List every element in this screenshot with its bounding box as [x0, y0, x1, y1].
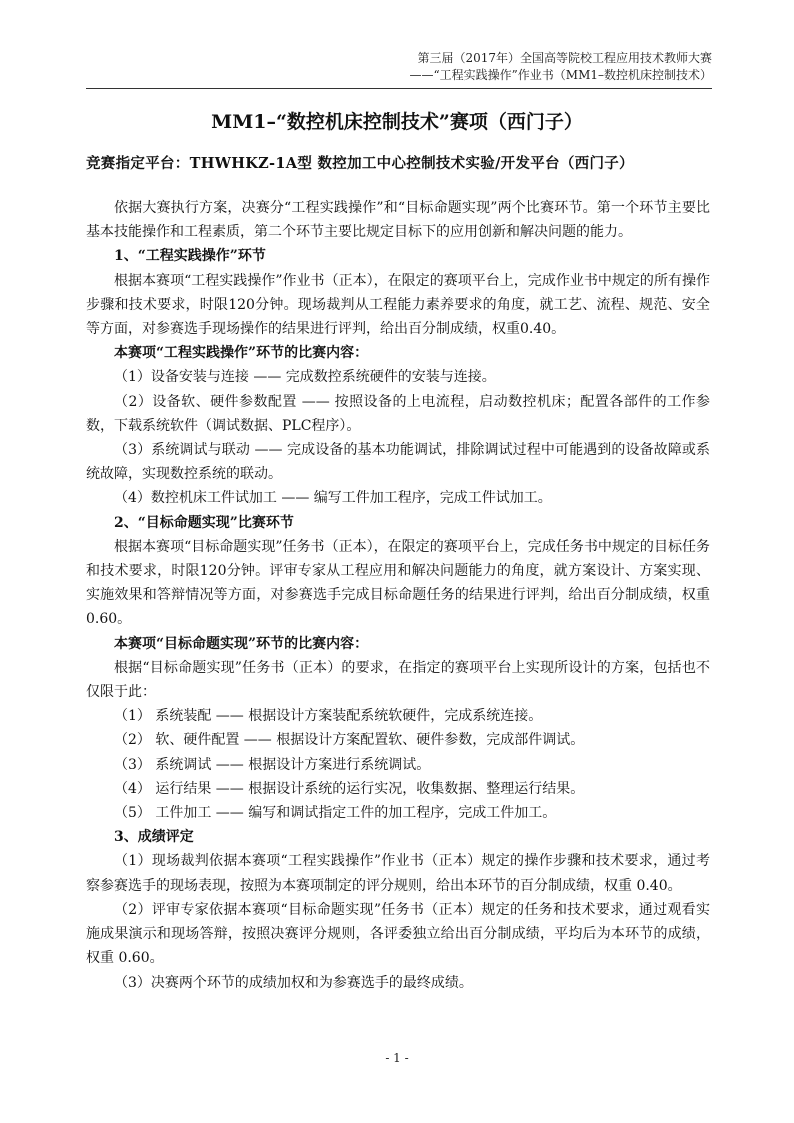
list-item: （3）系统调试与联动 —— 完成设备的基本功能调试，排除调试过程中可能遇到的设备故障或系统故障，实现数控系统的联动。 — [86, 442, 710, 483]
section-3-heading: 3、成绩评定 — [114, 829, 194, 846]
list-item: （1）现场裁判依据本赛项“工程实践操作”作业书（正本）规定的操作步骤和技术要求，通过考察参赛选手的现场表现，按照为本赛项制定的评分规则，给出本环节的百分制成绩，权重 0.40。 — [86, 853, 710, 894]
section-2-paragraph-2: 根据“目标命题实现”任务书（正本）的要求，在指定的赛项平台上实现所设计的方案，包括也不仅限于此： — [86, 659, 710, 701]
section-1-paragraph: 根据本赛项“工程实践操作”作业书（正本），在限定的赛项平台上，完成作业书中规定的所有操作步骤和技术要求，时限120分钟。现场裁判从工程能力素养要求的角度，就工艺、流程、规范、安全等方面，对参赛选手现场操作的结果进行评判，给出百分制成绩，权重0.40。 — [86, 272, 710, 338]
list-item: （3） 系统调试 —— 根据设计方案进行系统调试。 — [114, 756, 431, 773]
page-title: MM1–“数控机床控制技术”赛项（西门子） — [211, 111, 583, 133]
header-line-1: 第三届（2017年）全国高等院校工程应用技术教师大赛 — [417, 51, 712, 65]
list-item: （2） 软、硬件配置 —— 根据设计方案配置软、硬件参数，完成部件调试。 — [114, 732, 585, 749]
list-item: （1） 系统装配 —— 根据设计方案装配系统软硬件，完成系统连接。 — [114, 708, 543, 725]
competition-platform: 竞赛指定平台：THWHKZ-1A型 数控加工中心控制技术实验/开发平台（西门子） — [86, 155, 634, 172]
header-line-2: ——“工程实践操作”作业书（MM1–数控机床控制技术） — [409, 68, 712, 82]
section-2-subheading: 本赛项“目标命题实现”环节的比赛内容： — [114, 635, 369, 652]
section-1-heading: 1、“工程实践操作”环节 — [114, 248, 266, 265]
list-item: （4） 运行结果 —— 根据设计系统的运行实况，收集数据、整理运行结果。 — [114, 780, 585, 797]
section-2-paragraph: 根据本赛项“目标命题实现”任务书（正本），在限定的赛项平台上，完成任务书中规定的目标任务和技术要求，时限120分钟。评审专家从工程应用和解决问题能力的角度，就方案设计、方案实现、实施效果和答辩情况等方面，对参赛选手完成目标命题任务的结果进行评判，给出百分制成绩，权重0.60。 — [86, 538, 710, 628]
list-item: （1）设备安装与连接 —— 完成数控系统硬件的安装与连接。 — [114, 369, 496, 386]
running-header — [86, 50, 712, 84]
section-1-subheading: 本赛项“工程实践操作”环节的比赛内容： — [114, 345, 369, 362]
list-item: （2）设备软、硬件参数配置 —— 按照设备的上电流程，启动数控机床；配置各部件的工作参数，下载系统软件（调试数据、PLC程序）。 — [86, 393, 710, 434]
list-item: （5） 工件加工 —— 编写和调试指定工件的加工程序，完成工件加工。 — [114, 805, 557, 822]
document-body — [86, 196, 710, 995]
section-2-heading: 2、“目标命题实现”比赛环节 — [114, 514, 294, 531]
page-number: - 1 - — [385, 1051, 409, 1065]
intro-paragraph: 依据大赛执行方案，决赛分“工程实践操作”和“目标命题实现”两个比赛环节。第一个环节主要比基本技能操作和工程素质，第二个环节主要比规定目标下的应用创新和解决问题的能力。 — [86, 200, 710, 241]
list-item: （2）评审专家依据本赛项“目标命题实现”任务书（正本）规定的任务和技术要求，通过观看实施成果演示和现场答辩，按照决赛评分规则，各评委独立给出百分制成绩，平均后为本环节的成绩，权重 0.60。 — [86, 901, 710, 967]
list-item: （3）决赛两个环节的成绩加权和为参赛选手的最终成绩。 — [114, 974, 473, 991]
list-item: （4）数控机床工件试加工 —— 编写工件加工程序，完成工件试加工。 — [114, 490, 552, 507]
header-divider — [86, 88, 712, 89]
